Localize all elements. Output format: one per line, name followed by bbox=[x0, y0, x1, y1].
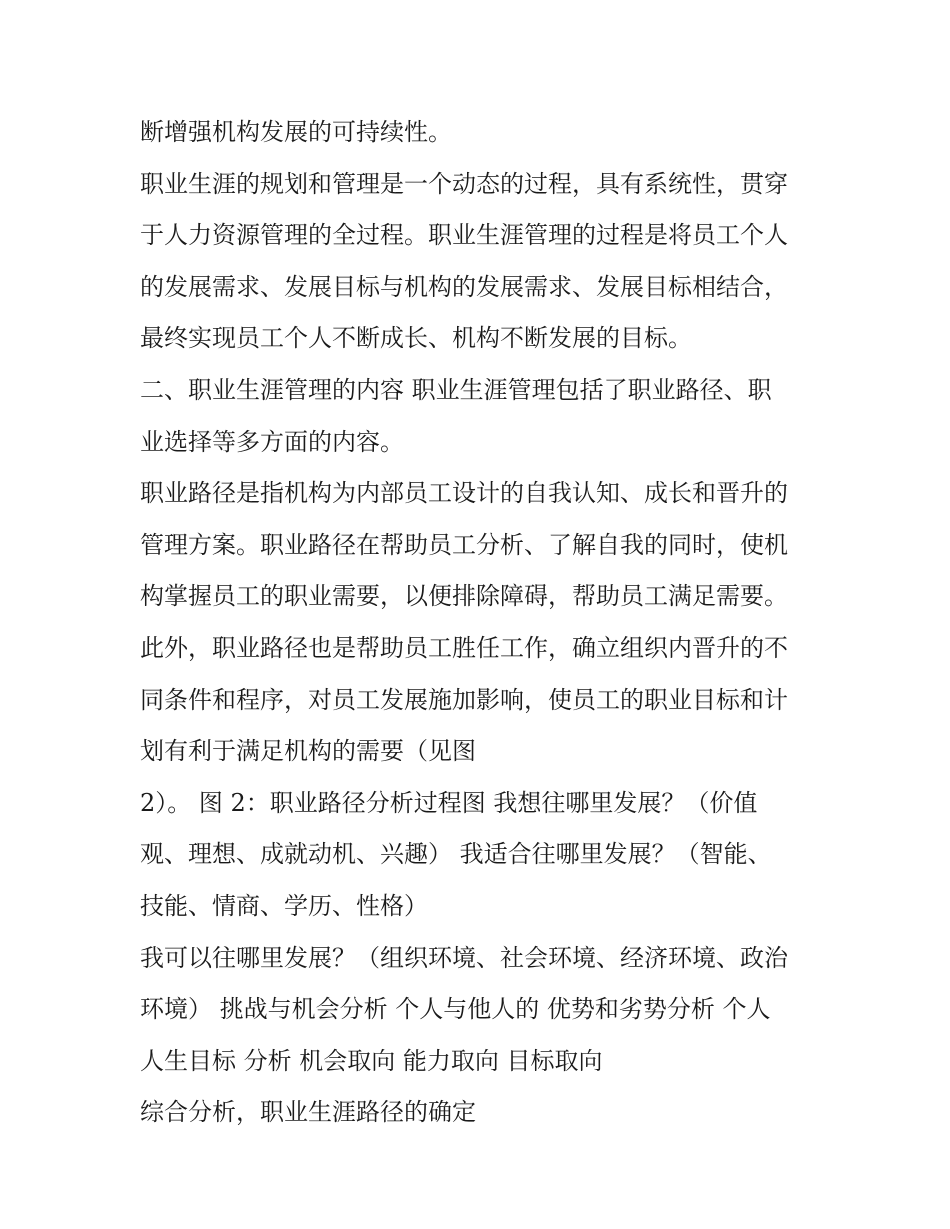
text-line: 技能、情商、学历、性格） bbox=[140, 891, 428, 920]
text-line: 于人力资源管理的全过程。职业生涯管理的过程是将员工个人 bbox=[140, 221, 788, 250]
text-line: 断增强机构发展的可持续性。 bbox=[140, 118, 452, 146]
body-text bbox=[140, 107, 820, 1139]
figure-caption-line: 2）。 图 2：职业路径分析过程图 我想往哪里发展？（价值 bbox=[140, 788, 758, 817]
text-line: 的发展需求、发展目标与机构的发展需求、发展目标相结合， bbox=[140, 272, 788, 301]
text-line: 业选择等多方面的内容。 bbox=[140, 427, 404, 456]
text-line: 此外，职业路径也是帮助员工胜任工作，确立组织内晋升的不 bbox=[140, 633, 788, 662]
text-line: 同条件和程序，对员工发展施加影响，使员工的职业目标和计 bbox=[140, 685, 788, 714]
section-heading-line: 二、职业生涯管理的内容 职业生涯管理包括了职业路径、职 bbox=[140, 375, 772, 404]
text-line: 我可以往哪里发展？（组织环境、社会环境、经济环境、政治 bbox=[140, 943, 788, 972]
text-line: 最终实现员工个人不断成长、机构不断发展的目标。 bbox=[140, 324, 692, 353]
text-line: 管理方案。职业路径在帮助员工分析、了解自我的同时，使机 bbox=[140, 530, 788, 559]
text-line: 综合分析，职业生涯路径的确定 bbox=[140, 1098, 476, 1127]
text-line: 职业生涯的规划和管理是一个动态的过程，具有系统性，贯穿 bbox=[140, 169, 788, 198]
text-line: 观、理想、成就动机、兴趣） 我适合往哪里发展？（智能、 bbox=[140, 840, 772, 869]
text-line: 职业路径是指机构为内部员工设计的自我认知、成长和晋升的 bbox=[140, 479, 788, 508]
text-line: 划有利于满足机构的需要（见图 bbox=[140, 737, 476, 766]
text-line: 环境） 挑战与机会分析 个人与他人的 优势和劣势分析 个人 bbox=[140, 995, 771, 1024]
text-line: 人生目标 分析 机会取向 能力取向 目标取向 bbox=[140, 1046, 603, 1075]
text-line: 构掌握员工的职业需要，以便排除障碍，帮助员工满足需要。 bbox=[140, 582, 788, 611]
